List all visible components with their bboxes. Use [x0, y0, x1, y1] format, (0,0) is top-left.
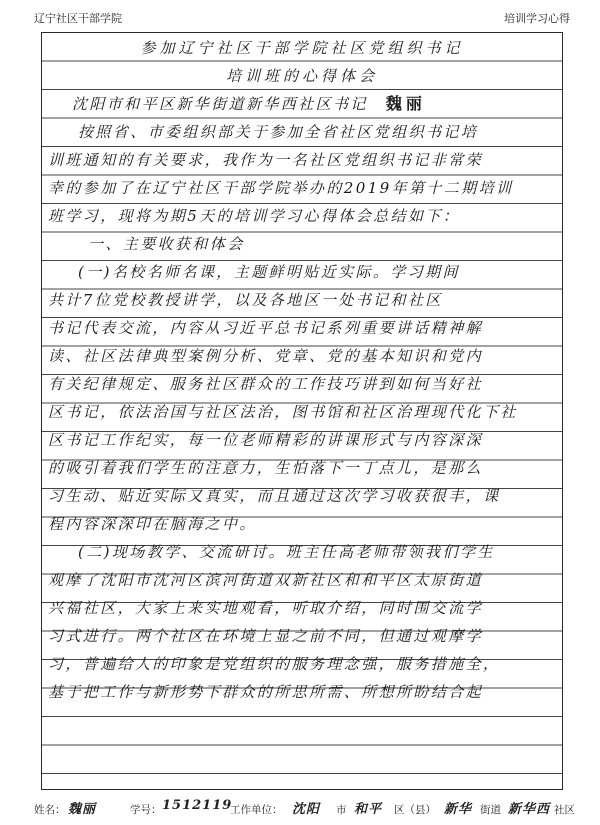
essay-line: 习式进行。两个社区在环境上显之前不同，但通过观摩学 — [48, 627, 484, 645]
district-value: 和平 — [354, 802, 383, 817]
title-line-1: 参加辽宁社区干部学院社区党组织书记 — [140, 39, 464, 57]
essay-line: 基于把工作与新形势下群众的所思所需、所想所盼结合起 — [48, 683, 484, 701]
essay-line: 幸的参加了在辽宁社区干部学院举办的2019年第十二期培训 — [48, 179, 514, 197]
essay-line: 区书记工作纪实，每一位老师精彩的讲课形式与内容深深 — [48, 431, 484, 449]
page-header — [34, 10, 570, 28]
essay-line: 书记代表交流，内容从习近平总书记系列重要讲话精神解 — [48, 319, 484, 337]
essay-line: 观摩了沈阳市沈河区滨河街道双新社区和和平区太原街道 — [48, 571, 484, 589]
name-label: 姓名： — [34, 804, 66, 816]
street-value: 新华 — [444, 802, 473, 817]
community-value: 新华西 — [508, 802, 551, 817]
essay-line: 程内容深深印在脑海之中。 — [48, 515, 257, 533]
essay-line: 区书记，依法治国与社区法治，图书馆和社区治理现代化下社 — [48, 403, 518, 421]
essay-line: (二)现场教学、交流研讨。班主任高老师带领我们学生 — [78, 543, 495, 561]
student-id-label: 学号： — [130, 804, 162, 816]
street-label: 街道 — [480, 804, 501, 816]
lined-writing-sheet — [41, 32, 563, 790]
essay-line: 班学习，现将为期5天的培训学习心得体会总结如下： — [48, 207, 461, 225]
author-affiliation: 沈阳市和平区新华街道新华西社区书记 — [72, 95, 368, 113]
essay-line: 共计7位党校教授讲学，以及各地区一处书记和社区 — [48, 291, 443, 309]
name-value: 魏丽 — [68, 802, 97, 817]
city-value: 沈阳 — [292, 802, 321, 817]
essay-line: 有关纪律规定、服务社区群众的工作技巧讲到如何当好社 — [48, 375, 484, 393]
essay-line: 的吸引着我们学生的注意力，生怕落下一丁点儿，是那么 — [48, 459, 484, 477]
institution-name: 辽宁社区干部学院 — [34, 12, 122, 25]
essay-line: 训班通知的有关要求，我作为一名社区党组织书记非常荣 — [48, 151, 484, 169]
essay-line: 习生动、贴近实际又真实，而且通过这次学习收获很丰，课 — [48, 487, 501, 505]
title-line-2: 培训班的心得体会 — [225, 67, 378, 85]
essay-lines — [42, 33, 562, 789]
essay-line: 兴福社区，大家上来实地观看，听取介绍，同时围交流学 — [48, 599, 484, 617]
city-label: 市 — [336, 804, 347, 816]
student-id-value: 1512119 — [162, 798, 233, 813]
author-signature: 魏丽 — [385, 94, 426, 113]
essay-line: 按照省、市委组织部关于参加全省社区党组织书记培 — [78, 123, 479, 141]
essay-line: 读、社区法律典型案例分析、党章、党的基本知识和党内 — [48, 347, 484, 365]
work-unit-label: 工作单位： — [230, 804, 283, 816]
document-type: 培训学习心得 — [504, 12, 570, 25]
section-heading: 一、主要收获和体会 — [88, 235, 245, 253]
essay-line: 习，普遍给人的印象是党组织的服务理念强，服务措施全， — [48, 655, 501, 673]
author-line — [48, 90, 556, 118]
student-info-footer — [34, 796, 575, 818]
essay-line: (一)名校名师名课，主题鲜明贴近实际。学习期间 — [78, 263, 460, 281]
community-label: 社区 — [554, 804, 575, 816]
district-label: 区（县） — [394, 804, 436, 816]
